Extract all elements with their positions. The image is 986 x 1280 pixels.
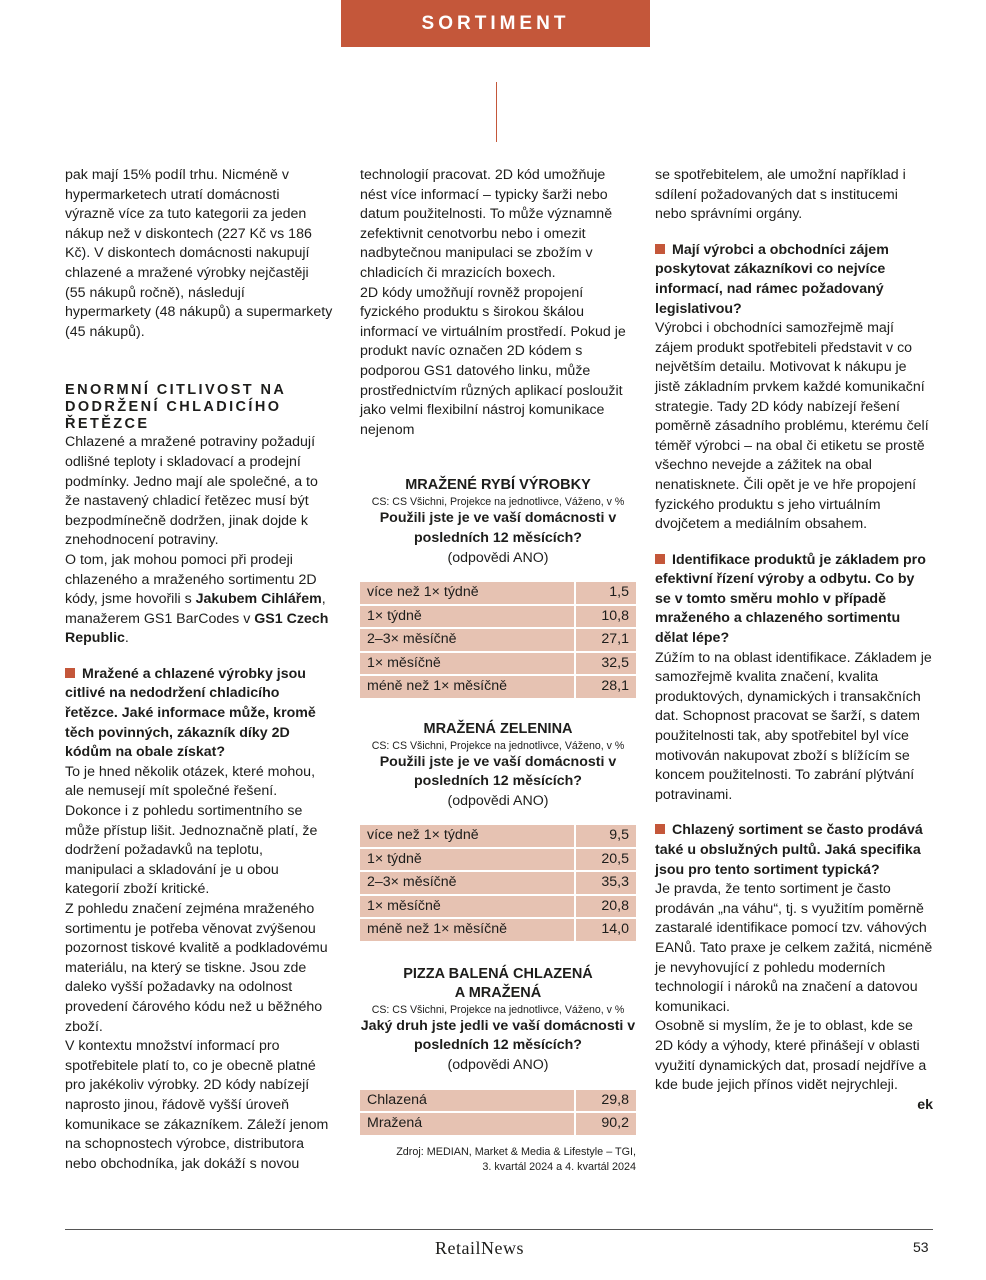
publication-logo: RetailNews <box>435 1238 524 1258</box>
paragraph: technologií pracovat. 2D kód umožňuje nést více informací – typicky šarži nebo datum použitelnosti. To může významně zefektivnit cenotvorbu nebo i omezit nadbytečnou manipulaci se zbožím v chladicích či mrazicích boxech. <box>360 167 613 281</box>
row-value: 20,8 <box>574 896 636 918</box>
paragraph: Výrobci i obchodníci samozřejmě mají zájem produkt spotřebiteli představit v co největším detailu. Motivovat k nákupu je jistě základním prvkem každé komunikační strategie. Tady 2D kódy nabízejí řešení poměrně zásadního problému, kterému čelí téměř výrobci – na obal či etiketu se prostě všechno nevejde a zážitek na obal nenatisknete. Čili opět je ve hře propojení fyzického produktu s jeho virtuálním dvojčetem a mediálním obsahem. <box>655 320 929 533</box>
footer-divider <box>65 1229 933 1230</box>
text-span: . <box>124 630 129 647</box>
paragraph <box>65 551 333 649</box>
text-span: O tom, jak mohou pomoci při prodeji chlazeného a mraženého sortimentu 2D kódy, jsme hovořili s <box>65 551 317 608</box>
table-row <box>360 849 636 871</box>
row-label: méně než 1× měsíčně <box>360 919 574 941</box>
paragraph: Zúžím to na oblast identifikace. Základem je samozřejmě kvalita značení, kvalita produktových, dynamických i transakčních dat. Schopnost pracovat se šarží, s datem použitelnosti tak, aby spotřebitel byl více motivován nakupovat zboží s blížícím se koncem použitelnosti. To zabrání plýtvání potravinami. <box>655 649 932 803</box>
row-value: 29,8 <box>574 1090 636 1112</box>
interview-question <box>655 241 933 319</box>
table-note: CS: CS Všichni, Projekce na jednotlivce, Váženo, v % <box>371 496 625 509</box>
question-text: Mražené a chlazené výrobky jsou citlivé na nedodržení chladicího řetězce. Jaké informace může, kromě těch povinných, zákazník díky 2D kódům na obale získat? <box>65 665 316 761</box>
table-row <box>360 1113 636 1135</box>
table-question: Jaký druh jste jedli ve vaší domácnosti v posledních 12 měsících? <box>360 1017 636 1054</box>
paragraph: Osobně si myslím, že je to oblast, kde se 2D kódy a výhody, které přinášejí v oblasti využití dynamických dat, prosadí nejdříve a kde bude jejich přínos vidět nejrychleji. <box>655 1018 927 1094</box>
square-bullet-icon <box>655 244 665 254</box>
section-tab: SORTIMENT <box>341 0 650 47</box>
table-row <box>360 653 636 675</box>
table-subtitle: (odpovědi ANO) <box>447 1057 549 1074</box>
table-row <box>360 582 636 604</box>
row-label: 1× týdně <box>360 849 574 871</box>
table-row <box>360 629 636 651</box>
column-2 <box>360 166 636 1175</box>
survey-table-block <box>360 965 636 1137</box>
paragraph: V kontextu množství informací pro spotřebitele platí to, co je obecně platné pro jakékoliv výrobky. 2D kódy nabízejí naprosto jinou, řádově vyšší úroveň komunikace se zákazníkem. Záleží jenom na schopnostech výrobce, distributora nebo obchodníka, jak dokáží s novou <box>65 1038 329 1172</box>
square-bullet-icon <box>655 824 665 834</box>
paragraph: Je pravda, že tento sortiment je často prodáván „na váhu“, tj. s využitím poměrně zastaralé identifikace pomocí tzv. váhových EANů. Tato praxe je celkem zažitá, nicméně je nevyhovující z pohledu moderních technologií i nároků na značení a datovou komunikaci. <box>655 881 933 1015</box>
paragraph: se spotřebitelem, ale umožní například i sdílení požadovaných dat s institucemi nebo správními orgány. <box>655 167 906 223</box>
row-value: 10,8 <box>574 606 636 628</box>
column-1 <box>65 166 333 1174</box>
row-value: 14,0 <box>574 919 636 941</box>
square-bullet-icon <box>65 668 75 678</box>
paragraph: 2D kódy umožňují rovněž propojení fyzického produktu s širokou škálou informací ve virtuálním prostředí. Pokud je produkt navíc označen 2D kódem s podporou GS1 datového linku, může prostřednictvím různých aplikací posloužit jako velmi flexibilní nástroj komunikace nejenom <box>360 284 626 438</box>
table-row <box>360 919 636 941</box>
text-span: , manažerem GS1 BarCodes v <box>65 591 326 627</box>
row-value: 20,5 <box>574 849 636 871</box>
data-table <box>360 1088 636 1137</box>
author-signature: ek <box>917 1096 933 1113</box>
paragraph: Z pohledu značení zejména mraženého sortimentu je potřeba věnovat zvýšenou pozornost tiskové kvalitě a podkladovému materiálu, na který se tiskne. Jsou zde daleko vyšší požadavky na odolnost provedení čárového kódu než u běžného zboží. <box>65 901 328 1035</box>
row-label: méně než 1× měsíčně <box>360 676 574 698</box>
interview-question <box>655 821 933 880</box>
table-row <box>360 825 636 847</box>
paragraph: To je hned několik otázek, které mohou, ale nemusejí mít společné řešení. Dokonce i z pohledu sortimentního se může přístup lišit. Jednoznačně platí, že dodržení požadavků na teplotu, manipulaci a skladování je u obou kategorií zboží kritické. <box>65 763 318 898</box>
row-value: 1,5 <box>574 582 636 604</box>
table-subtitle: (odpovědi ANO) <box>447 549 549 566</box>
row-label: 1× týdně <box>360 606 574 628</box>
interview-question <box>655 551 933 649</box>
row-label: Mražená <box>360 1113 574 1135</box>
table-row <box>360 896 636 918</box>
table-title: MRAŽENÉ RYBÍ VÝROBKY <box>405 477 591 494</box>
table-title: PIZZA BALENÁ CHLAZENÁ A MRAŽENÁ <box>403 965 593 1001</box>
person-name: Jakubem Cihlářem <box>195 591 322 608</box>
row-value: 27,1 <box>574 629 636 651</box>
row-value: 90,2 <box>574 1113 636 1135</box>
square-bullet-icon <box>655 554 665 564</box>
survey-table-block <box>360 720 636 943</box>
organization-name: GS1 Czech Republic <box>65 610 329 647</box>
accent-divider <box>496 82 497 142</box>
row-label: Chlazená <box>360 1090 574 1112</box>
row-label: 1× měsíčně <box>360 653 574 675</box>
row-value: 32,5 <box>574 653 636 675</box>
row-label: více než 1× týdně <box>360 582 574 604</box>
data-table <box>360 580 636 700</box>
table-row <box>360 872 636 894</box>
row-label: více než 1× týdně <box>360 825 574 847</box>
table-row <box>360 676 636 698</box>
section-heading: ENORMNÍ CITLIVOST NA DODRŽENÍ CHLADICÍHO ŘETĚZCE <box>65 382 286 433</box>
question-text: Chlazený sortiment se často prodává také u obslužných pultů. Jaká specifika jsou pro tento sortiment typická? <box>655 822 923 878</box>
table-note: CS: CS Všichni, Projekce na jednotlivce, Váženo, v % <box>371 739 625 752</box>
row-label: 2–3× měsíčně <box>360 629 574 651</box>
interview-question <box>65 665 333 763</box>
paragraph: Chlazené a mražené potraviny požadují odlišné teploty i skladovací a prodejní podmínky. Jedno mají ale společné, a to že nastavený chladicí řetězec musí být bezpodmínečně dodržen, jinak dojde k znehodnocení potraviny. <box>65 434 318 549</box>
table-note: CS: CS Všichni, Projekce na jednotlivce, Váženo, v % <box>371 1003 625 1016</box>
column-3 <box>655 166 933 1115</box>
table-row <box>360 606 636 628</box>
source-note: Zdroj: MEDIAN, Market & Media & Lifestyle – TGI, 3. kvartál 2024 a 4. kvartál 2024 <box>396 1145 636 1173</box>
row-value: 35,3 <box>574 872 636 894</box>
row-label: 1× měsíčně <box>360 896 574 918</box>
survey-table-block <box>360 476 636 699</box>
table-question: Použili jste je ve vaší domácnosti v posledních 12 měsících? <box>379 753 617 790</box>
page-number: 53 <box>913 1239 929 1255</box>
row-value: 9,5 <box>574 825 636 847</box>
question-text: Identifikace produktů je základem pro efektivní řízení výroby a odbytu. Co by se v tomto směru mohlo v případě mraženého a chlazeného sortimentu dělat lépe? <box>655 551 926 647</box>
row-value: 28,1 <box>574 676 636 698</box>
table-title: MRAŽENÁ ZELENINA <box>423 720 573 737</box>
row-label: 2–3× měsíčně <box>360 872 574 894</box>
question-text: Mají výrobci a obchodníci zájem poskytovat zákazníkovi co nejvíce informací, nad rámec požadovaný legislativou? <box>655 241 889 317</box>
data-table <box>360 823 636 943</box>
paragraph: pak mají 15% podíl trhu. Nicméně v hypermarketech utratí domácnosti výrazně více za tuto kategorii za jeden nákup než v diskontech (227 Kč vs 186 Kč). V diskontech domácnosti nakupují chlazené a mražené výrobky nejčastěji (55 nákupů ročně), následují hypermarkety (48 nákupů) a supermarkety (45 nákupů). <box>65 167 333 340</box>
table-row <box>360 1090 636 1112</box>
table-question: Použili jste je ve vaší domácnosti v posledních 12 měsících? <box>379 510 617 546</box>
table-subtitle: (odpovědi ANO) <box>447 792 549 809</box>
